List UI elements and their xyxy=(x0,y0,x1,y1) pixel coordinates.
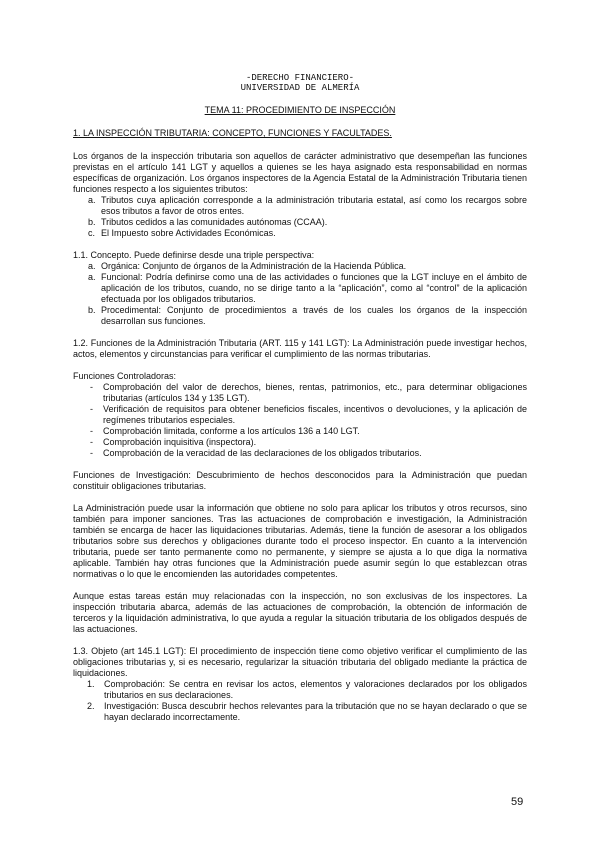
list-item xyxy=(73,448,527,459)
list-item-text: Comprobación del valor de derechos, bienes, rentas, patrimonios, etc., para determinar obligaciones tributarias (artículos 134 y 135 LGT). xyxy=(103,382,527,403)
list-marker: - xyxy=(90,404,93,414)
list-marker: a. xyxy=(88,261,96,271)
list-item-text: Comprobación inquisitiva (inspectora). xyxy=(103,437,257,447)
controladoras-list xyxy=(73,382,527,459)
intro-paragraph: Los órganos de la inspección tributaria son aquellos de carácter administrativo que desempeñan las funciones previstas en el artículo 141 LGT y aquellos a quienes se les haya asignado esta responsabilidad en normas específicas de organización. Los órganos inspectores de la Agencia Estatal de la Administración Tributaria tienen funciones respecto a los siguientes tributos: xyxy=(73,151,527,194)
list-marker: - xyxy=(90,426,93,436)
concepto-intro: 1.1. Concepto. Puede definirse desde una triple perspectiva: xyxy=(73,250,315,260)
document-page xyxy=(73,73,527,723)
list-item xyxy=(73,382,527,404)
tributos-list xyxy=(73,195,527,239)
funciones-paragraph: 1.2. Funciones de la Administración Tributaria (ART. 115 y 141 LGT): La Administración puede investigar hechos, actos, elementos y circunstancias para verificar el cumplimiento de las normas tributarias. xyxy=(73,338,527,359)
list-item xyxy=(73,404,527,426)
list-item xyxy=(73,437,527,448)
list-marker: - xyxy=(90,382,93,392)
list-item-text: El Impuesto sobre Actividades Económicas. xyxy=(101,228,276,238)
list-item-text: Investigación: Busca descubrir hechos relevantes para la tributación que no se hayan declarado o que se hayan declarado incorrectamente. xyxy=(104,701,527,722)
list-item-text: Tributos cedidos a las comunidades autónomas (CCAA). xyxy=(101,217,328,227)
list-marker: b. xyxy=(88,305,96,315)
list-item xyxy=(73,426,527,437)
list-marker: - xyxy=(90,448,93,458)
header-university: UNIVERSIDAD DE ALMERÍA xyxy=(240,83,360,93)
list-marker: a. xyxy=(88,272,96,282)
list-item-text: Verificación de requisitos para obtener beneficios fiscales, incentivos o devoluciones, y la aplicación de regímenes tributarios especiales. xyxy=(103,404,527,425)
section-heading: 1. LA INSPECCIÓN TRIBUTARIA: CONCEPTO, FUNCIONES Y FACULTADES. xyxy=(73,128,392,138)
list-item-text: Comprobación: Se centra en revisar los actos, elementos y valoraciones declarados por los obligados tributarios en sus declaraciones. xyxy=(104,679,527,700)
list-marker: 2. xyxy=(87,701,95,711)
list-marker: c. xyxy=(88,228,96,238)
list-marker: - xyxy=(90,437,93,447)
administracion-paragraph: La Administración puede usar la información que obtiene no solo para aplicar los tributos y otros recursos, sino también para imponer sanciones. Tras las actuaciones de comprobación e investigación, la Administración también se encarga de hacer las liquidaciones tributarias. Además, tiene la función de asesorar a los obligados tributarios sobre sus derechos y obligaciones durante todo el proceso inspector. En cuanto a la intervención tributaria, puede ser tanto permanente como no permanente, y siempre se ajusta a lo que diga la normativa aplicable. También hay otras funciones que la Administración puede asumir según lo que establezcan otras normativas o lo que le encomienden las autoridades competentes. xyxy=(73,503,527,579)
controladoras-title: Funciones Controladoras: xyxy=(73,371,177,381)
list-item-text: Comprobación limitada, conforme a los artículos 136 a 140 LGT. xyxy=(103,426,360,436)
list-item xyxy=(73,261,527,272)
list-item xyxy=(73,195,527,217)
list-item xyxy=(73,701,527,723)
list-item xyxy=(73,272,527,305)
list-item-text: Orgánica: Conjunto de órganos de la Administración de la Hacienda Pública. xyxy=(101,261,407,271)
list-item xyxy=(73,679,527,701)
list-marker: a. xyxy=(88,195,96,205)
list-item-text: Comprobación de la veracidad de las declaraciones de los obligados tributarios. xyxy=(103,448,422,458)
topic-title: TEMA 11: PROCEDIMIENTO DE INSPECCIÓN xyxy=(204,105,396,115)
list-item xyxy=(73,217,527,228)
objeto-paragraph: 1.3. Objeto (art 145.1 LGT): El procedimiento de inspección tiene como objetivo verificar el cumplimiento de las obligaciones tributarias y, si es necesario, regularizar la situación tributaria del obligado mediante la práctica de liquidaciones. xyxy=(73,646,527,678)
objeto-list xyxy=(73,679,527,723)
list-item-text: Procedimental: Conjunto de procedimientos a través de los cuales los órganos de la inspección desarrollan sus funciones. xyxy=(101,305,527,326)
list-marker: b. xyxy=(88,217,96,227)
list-item xyxy=(73,305,527,327)
perspectivas-list xyxy=(73,261,527,327)
list-item-text: Tributos cuya aplicación corresponde a la administración tributaria estatal, así como los recargos sobre esos tributos a favor de otros entes. xyxy=(101,195,527,216)
list-item-text: Funcional: Podría definirse como una de las actividades o funciones que la LGT incluye en el ámbito de aplicación de los tributos, cuando, no se dirige tanto a la “aplicación”, como al “control” de la aplicación efectuada por los obligados tributarios. xyxy=(101,272,527,304)
aunque-paragraph: Aunque estas tareas están muy relacionadas con la inspección, no son exclusivas de los inspectores. La inspección tributaria abarca, además de las actuaciones de comprobación, la obtención de información de terceros y la liquidación administrativa, lo que ayuda a regular la situación tributaria de los obligados después de las actuaciones. xyxy=(73,591,527,634)
investigacion-paragraph: Funciones de Investigación: Descubrimiento de hechos desconocidos para la Administración que puedan constituir obligaciones tributarias. xyxy=(73,470,527,491)
header-subject: -DERECHO FINANCIERO- xyxy=(245,73,355,83)
list-marker: 1. xyxy=(87,679,95,689)
list-item xyxy=(73,228,527,239)
page-number: 59 xyxy=(511,796,524,808)
